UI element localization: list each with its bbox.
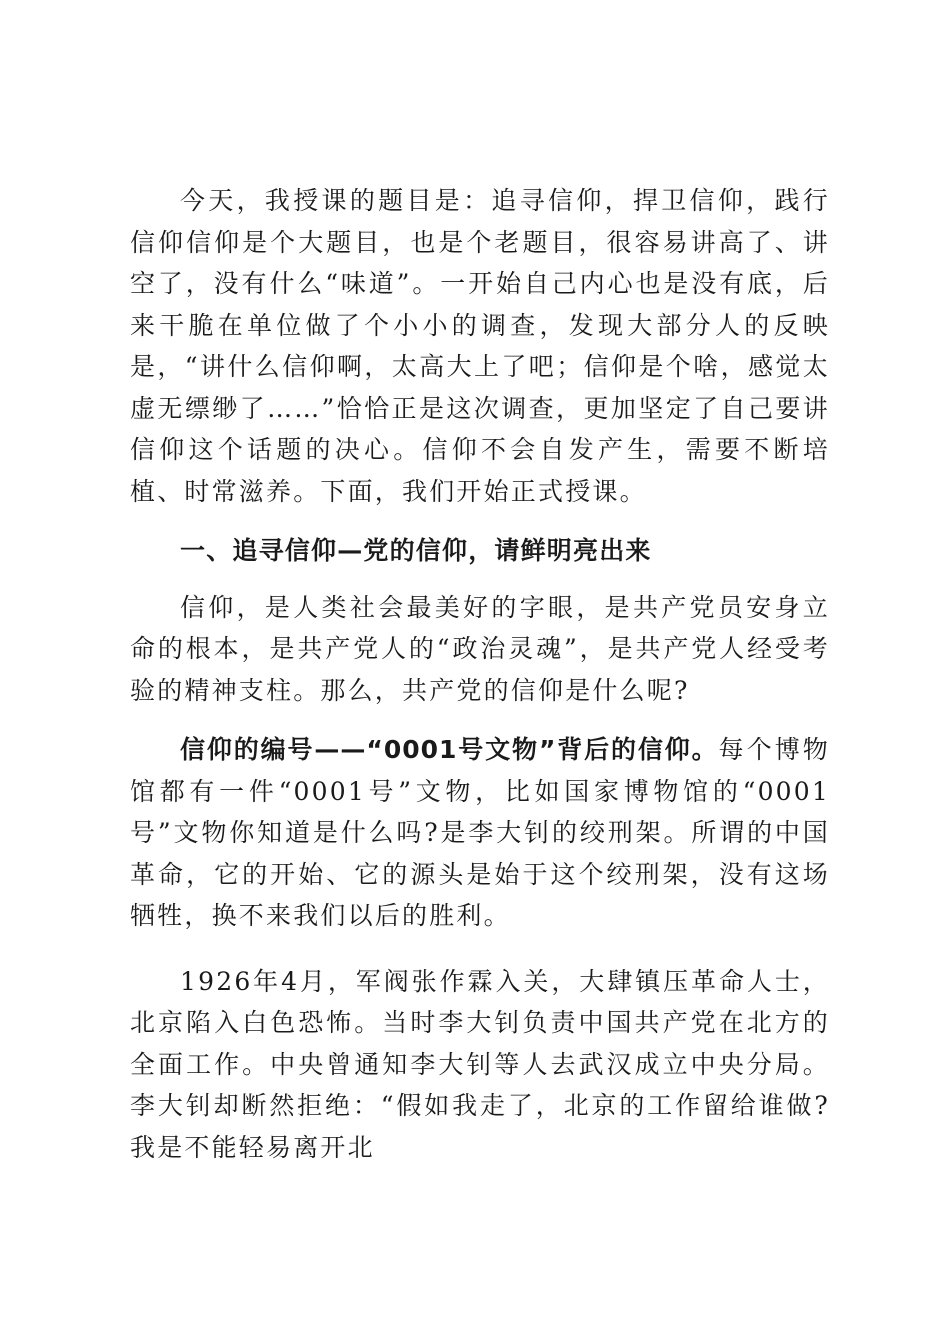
- section-heading-1: 一、追寻信仰—党的信仰，请鲜明亮出来: [180, 536, 652, 565]
- belief-definition-paragraph: 信仰，是人类社会最美好的字眼，是共产党员安身立命的根本，是共产党人的“政治灵魂”，是共产党人经受考验的精神支柱。那么，共产党的信仰是什么呢?: [130, 592, 830, 705]
- relic-0001-text: 每个博物馆都有一件“0001号”文物，比如国家博物馆的“0001号”文物你知道是什么吗?是李大钊的绞刑架。所谓的中国革命，它的开始、它的源头是始于这个绞刑架，没有这场牺牲，换不来我们以后的胜利。: [130, 735, 830, 930]
- relic-0001-lead: 信仰的编号——“0001号文物”背后的信仰。: [180, 735, 719, 764]
- document-body: [130, 180, 830, 1168]
- li-dazhao-paragraph: 1926年4月，军阀张作霖入关，大肆镇压革命人士，北京陷入白色恐怖。当时李大钊负责中国共产党在北方的全面工作。中央曾通知李大钊等人去武汉成立中央分局。李大钊却断然拒绝：“假如我走了，北京的工作留给谁做?我是不能轻易离开北: [130, 966, 830, 1162]
- relic-0001-paragraph: [130, 729, 830, 937]
- intro-paragraph: 今天，我授课的题目是：追寻信仰，捍卫信仰，践行信仰信仰是个大题目，也是个老题目，很容易讲高了、讲空了，没有什么“味道”。一开始自己内心也是没有底，后来干脆在单位做了个小小的调查，发现大部分人的反映是，“讲什么信仰啊，太高大上了吧；信仰是个啥，感觉太虚无缥缈了……”恰恰正是这次调查，更加坚定了自己要讲信仰这个话题的决心。信仰不会自发产生，需要不断培植、时常滋养。下面，我们开始正式授课。: [130, 186, 830, 506]
